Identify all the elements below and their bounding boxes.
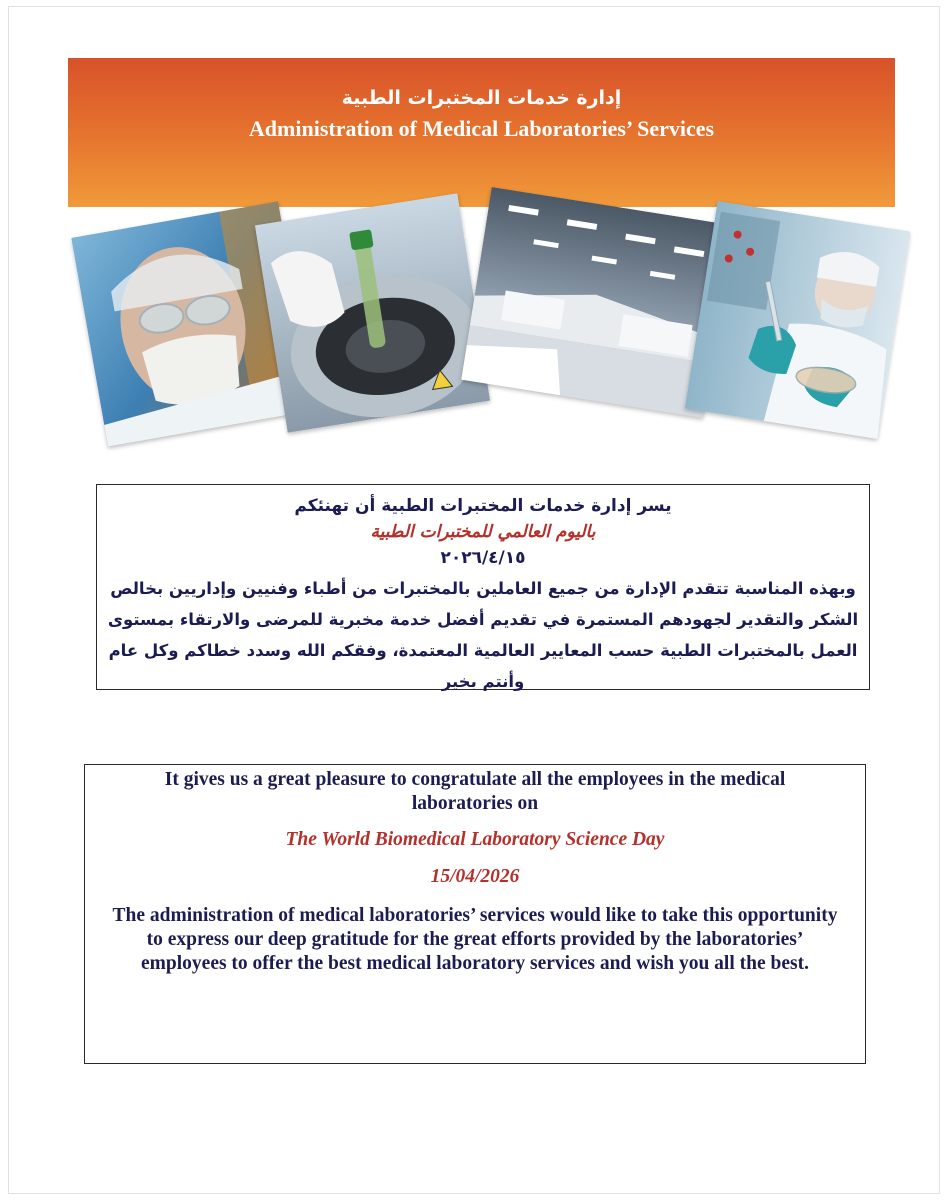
english-greeting-line: It gives us a great pleasure to congratulate all the employees in the medical laboratories on xyxy=(164,769,786,814)
english-message-body: The administration of medical laboratories’ services would like to take this opportunity to express our deep gratitude for the great efforts provided by the laboratories’ employees to offer the best medical laboratory services and wish you all the best. xyxy=(112,905,838,974)
arabic-message-body: وبهذه المناسبة تتقدم الإدارة من جميع العاملين بالمختبرات من أطباء وفنيين وإداريين بخالص الشكر والتقدير لجهودهم المستمرة في تقديم أفضل خدمة مخبرية للمرضى والارتقاء بمستوى العمل بالمختبرات الطبية حسب المعايير العالمية المعتمدة، وفقكم الله وسدد خطاكم وكل عام وأنتم بخير xyxy=(107,579,859,691)
arabic-greeting-line: يسر إدارة خدمات المختبرات الطبية أن تهنئكم xyxy=(294,496,672,516)
centrifuge-test-tube-photo-icon xyxy=(255,193,490,432)
english-message-box xyxy=(84,764,866,1064)
arabic-message-box xyxy=(96,484,870,690)
scientist-petri-dish-photo-icon xyxy=(685,201,910,439)
header-title-arabic: إدارة خدمات المختبرات الطبية xyxy=(341,87,622,109)
arabic-date: ٢٠٢٦/٤/١٥ xyxy=(440,548,526,568)
arabic-occasion-title: باليوم العالمي للمختبرات الطبية xyxy=(370,522,596,542)
english-occasion-title: The World Biomedical Laboratory Science Day xyxy=(285,829,665,850)
header-banner xyxy=(68,58,895,207)
header-title-english: Administration of Medical Laboratories’ Services xyxy=(248,116,715,141)
english-date: 15/04/2026 xyxy=(430,866,520,887)
